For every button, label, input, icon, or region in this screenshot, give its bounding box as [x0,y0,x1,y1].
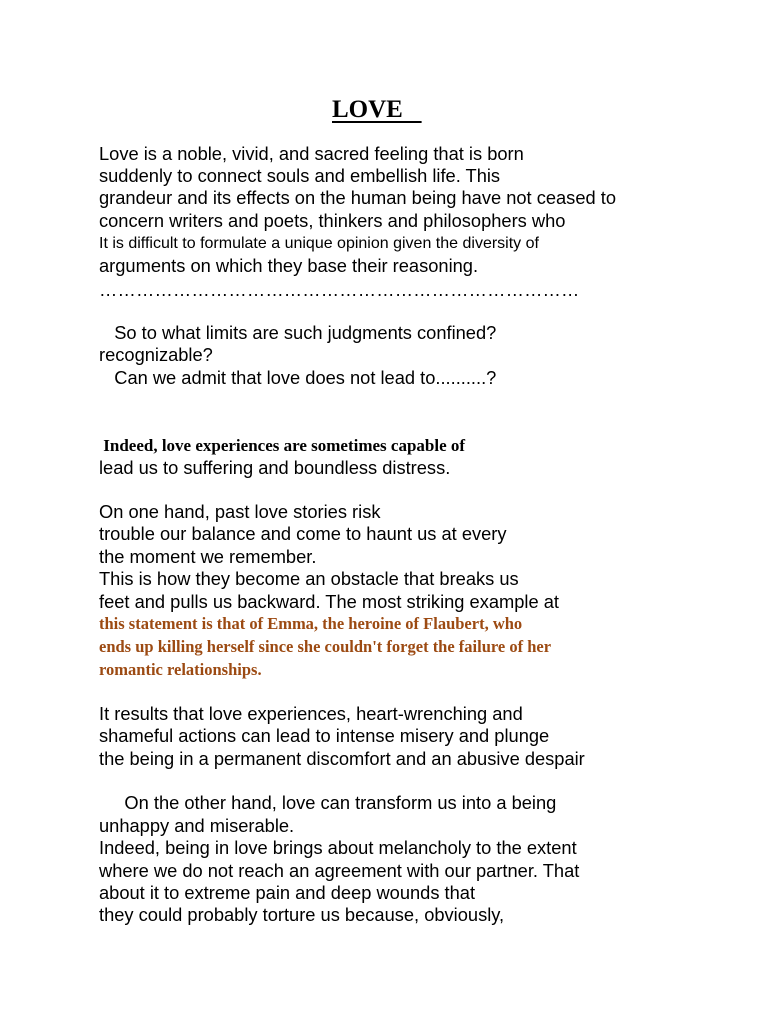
text-line: Love is a noble, vivid, and sacred feeling that is born [99,143,524,164]
text-line: the moment we remember. [99,546,317,567]
text-line: Indeed, being in love brings about melancholy to the extent [99,837,577,858]
text-line: On the other hand, love can transform us into a being [99,792,557,813]
text-line: Can we admit that love does not lead to..........? [99,367,497,388]
text-line: This is how they become an obstacle that breaks us [99,568,519,589]
text-line: It is difficult to formulate a unique opinion given the diversity of [99,235,539,252]
text-line: suddenly to connect souls and embellish life. This [99,165,501,186]
document-title: LOVE [332,96,422,123]
text-line: the being in a permanent discomfort and an abusive despair [99,748,585,769]
text-line: So to what limits are such judgments confined? [99,322,497,343]
text-line: where we do not reach an agreement with our partner. That [99,860,580,881]
text-line: feet and pulls us backward. The most striking example at [99,591,559,612]
highlighted-line: this statement is that of Emma, the heroine of Flaubert, who [99,614,523,633]
dotted-separator: …………………………………………………………………… [99,279,580,300]
text-line: about it to extreme pain and deep wounds that [99,882,476,903]
text-line: they could probably torture us because, obviously, [99,904,505,925]
text-line: grandeur and its effects on the human being have not ceased to [99,187,616,208]
text-line: trouble our balance and come to haunt us at every [99,523,507,544]
text-line: arguments on which they base their reasoning. [99,255,479,276]
text-line-bold: Indeed, love experiences are sometimes capable of [99,436,466,455]
text-line: concern writers and poets, thinkers and philosophers who [99,210,566,231]
highlighted-line: ends up killing herself since she couldn't forget the failure of her [99,637,552,656]
text-line: recognizable? [99,344,213,365]
highlighted-line: romantic relationships. [99,660,262,679]
text-line: unhappy and miserable. [99,815,295,836]
text-line: lead us to suffering and boundless distress. [99,457,451,478]
text-line: On one hand, past love stories risk [99,501,381,522]
text-line: It results that love experiences, heart-wrenching and [99,703,523,724]
text-line: shameful actions can lead to intense misery and plunge [99,725,550,746]
